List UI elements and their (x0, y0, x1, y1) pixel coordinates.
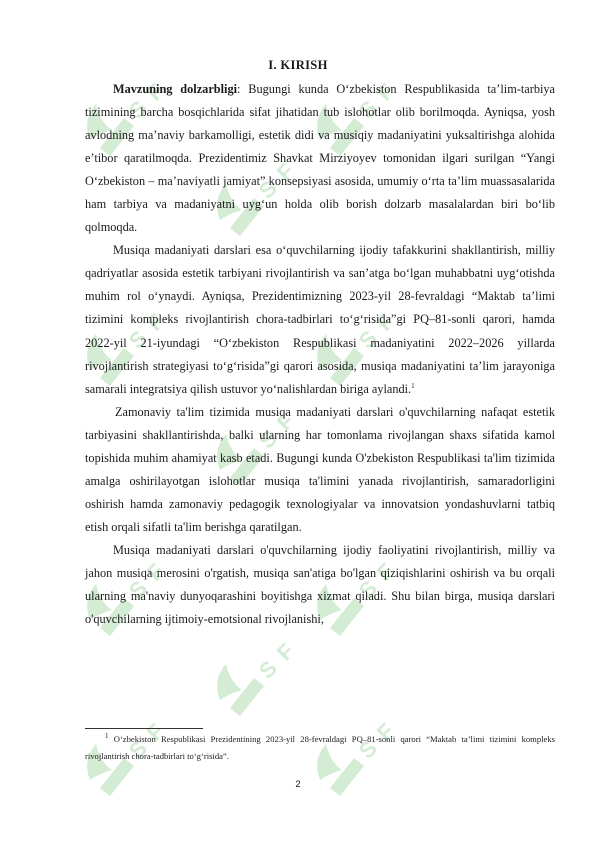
footnote-text: O‘zbekiston Respublikasi Prezidentining 2023-yil 28-fevraldagi PQ–81-sonli qarori “Maktab ta’limi tizimini kompleks rivojlantirish chora-tadbirlari to‘g‘risida”. (85, 734, 556, 761)
paragraph-1-text: : Bugungi kunda O‘zbekiston Respublikasida ta’lim-tarbiya tizimining barcha bosqichlarida sifat jihatidan tub islohotlar olib borilmoqda. Ayniqsa, yosh avlodning ma’naviy barkamolligi, estetik didi va musiqiy madaniyatini yuksaltirishga alohida e’tibor qaratilmoqda. Prezidentimiz Shavkat Mirziyoyev tomonidan ilgari surilgan “Yangi O‘zbekiston – ma’naviyatli jamiyat” konsepsiyasi asosida, umumiy o‘rta ta’lim muassasalarida ham tarbiya va madaniyatni uyg‘un holda olib borish dolzarb masalalardan biri bo‘lib qolmoqda. (85, 82, 555, 235)
footnote-divider (85, 728, 203, 729)
paragraph-2 (85, 239, 555, 400)
paragraph-1-lead: Mavzuning dolzarbligi (113, 82, 238, 96)
footnote-reference[interactable]: 1 (411, 381, 415, 390)
footnote-number: 1 (105, 732, 109, 741)
watermark-logo: S F (70, 40, 540, 800)
paragraph-3: Zamonaviy ta'lim tizimida musiqa madaniyati darslari o'quvchilarning nafaqat estetik tarbiyasini shakllantirishda, balki ularning har tomonlama rivojlangan shaxs sifatida kamol topishida muhim ahamiyat kasb etadi. Bugungi kunda O'zbekiston Respublikasi ta'lim tizimida amalga oshirilayotgan islohotlar musiqa ta'limini yanada rivojlantirish, samaradorligini oshirish hamda zamonaviy pedagogik texnologiyalar va innovatsion yondashuvlarni tatbiq etish orqali sifatli ta'lim berishga qaratilgan. (85, 404, 555, 534)
footnote (85, 731, 555, 765)
section-heading: I. KIRISH (268, 58, 328, 72)
paragraph-4: Musiqa madaniyati darslari o'quvchilarning ijodiy faoliyatini rivojlantirish, milliy va jahon musiqa merosini o'rgatish, musiqa san'atiga bo'lgan qiziqishlarini oshirish va bu orqali ularning ma'naviy dunyoqarashini boyitishga xizmat qiladi. Shu bilan birga, musiqa darslari o'quvchilarning ijtimoiy-emotsional rivojlanishi, (85, 542, 555, 627)
page-number: 2 (295, 779, 301, 790)
paragraph-2-text: Musiqa madaniyati darslari esa o‘quvchilarning ijodiy tafakkurini shakllantirish, milliy qadriyatlar asosida estetik tarbiyani rivojlantirish va san’atga bo‘lgan muhabbatni uyg‘otishda muhim rol o‘ynaydi. Ayniqsa, Prezidentimizning 2023-yil 28-fevraldagi “Maktab ta’limi tizimini kompleks rivojlantirish chora-tadbirlari to‘g‘risida”gi PQ–81-sonli qarori, hamda 2022-yil 21-iyundagi “O‘zbekiston Respublikasi madaniyatini 2022–2026 yillarda rivojlantirish strategiyasi to‘g‘risida”gi qarori asosida, musiqa madaniyatini ta’lim jarayoniga samarali integratsiya qilish ustuvor yo‘nalishlardan biriga aylandi. (85, 243, 555, 396)
body-text (85, 78, 555, 631)
paragraph-1 (85, 78, 555, 239)
